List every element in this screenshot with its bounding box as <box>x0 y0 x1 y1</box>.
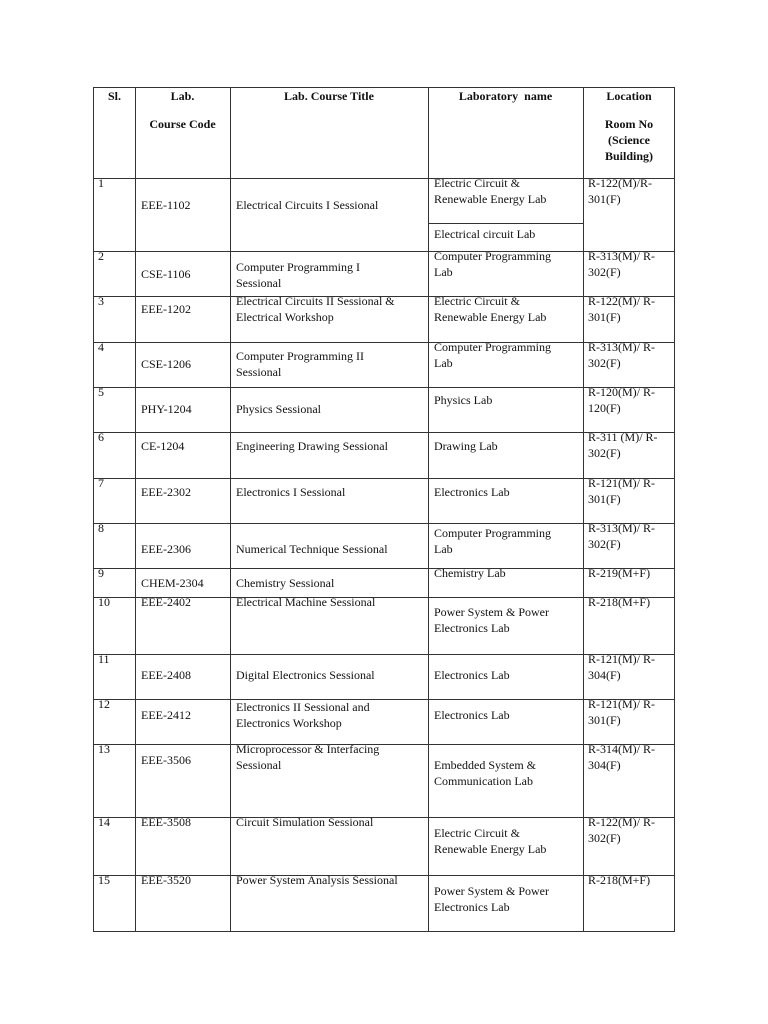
row-laboratory-name: Electric Circuit & <box>434 294 520 308</box>
row-course-title: Chemistry Sessional <box>236 576 335 590</box>
row-course-code: EEE-1102 <box>141 198 191 212</box>
row-laboratory-name: Chemistry Lab <box>434 566 506 580</box>
row-room: 120(F) <box>588 401 621 415</box>
row-laboratory-name: Lab <box>434 265 453 279</box>
row-laboratory-name: Computer Programming <box>434 249 551 263</box>
row-divider <box>94 568 674 569</box>
row-divider <box>94 699 674 700</box>
row-laboratory-name: Renewable Energy Lab <box>434 192 547 206</box>
row-room: R-120(M)/ R- <box>588 385 655 399</box>
row-sl: 6 <box>98 430 104 444</box>
row-laboratory-name: Drawing Lab <box>434 439 498 453</box>
row-room: R-122(M)/ R- <box>588 815 655 829</box>
lab-sub-divider <box>428 223 583 224</box>
row-course-title: Sessional <box>236 276 282 290</box>
row-sl: 9 <box>98 566 104 580</box>
row-laboratory-name: Embedded System & <box>434 758 536 772</box>
row-course-title: Engineering Drawing Sessional <box>236 439 388 453</box>
row-sl: 14 <box>98 815 110 829</box>
row-course-title: Electrical Circuits II Sessional & <box>236 294 395 308</box>
row-divider <box>94 342 674 343</box>
header-science: (Science <box>608 133 650 147</box>
row-sl: 10 <box>98 595 110 609</box>
row-sl: 2 <box>98 249 104 263</box>
row-course-title: Circuit Simulation Sessional <box>236 815 374 829</box>
row-laboratory-name: Renewable Energy Lab <box>434 842 547 856</box>
row-room: 304(F) <box>588 758 621 772</box>
row-laboratory-name: Communication Lab <box>434 774 533 788</box>
row-course-code: EEE-2408 <box>141 668 191 682</box>
row-laboratory-name-alt: Electrical circuit Lab <box>434 227 536 241</box>
column-divider <box>428 88 429 931</box>
row-divider <box>94 478 674 479</box>
row-course-title: Computer Programming I <box>236 260 360 274</box>
row-room: R-314(M)/ R- <box>588 742 655 756</box>
row-laboratory-name: Lab <box>434 542 453 556</box>
row-room: 301(F) <box>588 192 621 206</box>
row-room: R-122(M)/R- <box>588 176 652 190</box>
row-laboratory-name: Electronics Lab <box>434 900 510 914</box>
row-course-title: Power System Analysis Sessional <box>236 873 398 887</box>
row-laboratory-name: Electronics Lab <box>434 621 510 635</box>
header-course-code: Course Code <box>149 117 216 131</box>
row-room: 302(F) <box>588 537 621 551</box>
row-room: R-313(M)/ R- <box>588 249 655 263</box>
header-lab: Lab. <box>170 89 195 103</box>
header-sl: Sl. <box>107 89 121 103</box>
header-laboratory-name: Laboratory name <box>458 89 553 103</box>
row-course-title: Sessional <box>236 365 282 379</box>
row-course-code: CSE-1106 <box>141 267 191 281</box>
row-room: R-313(M)/ R- <box>588 521 655 535</box>
row-sl: 5 <box>98 385 104 399</box>
row-sl: 15 <box>98 873 110 887</box>
row-laboratory-name: Computer Programming <box>434 526 551 540</box>
row-sl: 1 <box>98 176 104 190</box>
row-divider <box>94 432 674 433</box>
row-divider <box>94 387 674 388</box>
row-laboratory-name: Computer Programming <box>434 340 551 354</box>
row-laboratory-name: Electric Circuit & <box>434 176 520 190</box>
row-laboratory-name: Power System & Power <box>434 884 549 898</box>
row-room: R-218(M+F) <box>588 873 651 887</box>
row-course-code: EEE-3506 <box>141 753 191 767</box>
row-room: 301(F) <box>588 713 621 727</box>
row-laboratory-name: Lab <box>434 356 453 370</box>
row-sl: 12 <box>98 697 110 711</box>
row-course-title: Electrical Workshop <box>236 310 334 324</box>
row-course-code: EEE-2306 <box>141 542 191 556</box>
row-laboratory-name: Renewable Energy Lab <box>434 310 547 324</box>
row-room: 301(F) <box>588 492 621 506</box>
row-room: 302(F) <box>588 446 621 460</box>
row-sl: 13 <box>98 742 110 756</box>
row-course-code: CE-1204 <box>141 439 185 453</box>
row-course-code: EEE-2302 <box>141 485 191 499</box>
row-course-code: PHY-1204 <box>141 402 192 416</box>
row-course-code: CHEM-2304 <box>141 576 204 590</box>
row-course-code: EEE-3508 <box>141 815 191 829</box>
row-room: R-121(M)/ R- <box>588 652 655 666</box>
row-laboratory-name: Electronics Lab <box>434 668 510 682</box>
row-sl: 3 <box>98 294 104 308</box>
row-laboratory-name: Electronics Lab <box>434 708 510 722</box>
row-divider <box>94 178 674 179</box>
row-course-title: Electrical Machine Sessional <box>236 595 376 609</box>
row-course-code: EEE-2402 <box>141 595 191 609</box>
column-divider <box>230 88 231 931</box>
header-building: Building) <box>604 149 654 163</box>
row-course-title: Microprocessor & Interfacing <box>236 742 380 756</box>
header-room-no: Room No <box>604 117 654 131</box>
row-course-code: EEE-1202 <box>141 302 191 316</box>
row-laboratory-name: Electric Circuit & <box>434 826 520 840</box>
row-sl: 7 <box>98 476 104 490</box>
row-laboratory-name: Power System & Power <box>434 605 549 619</box>
row-divider <box>94 523 674 524</box>
row-room: R-313(M)/ R- <box>588 340 655 354</box>
row-course-title: Physics Sessional <box>236 402 322 416</box>
header-location: Location <box>606 89 652 103</box>
row-room: R-218(M+F) <box>588 595 651 609</box>
row-course-title: Computer Programming II <box>236 349 364 363</box>
row-course-title: Digital Electronics Sessional <box>236 668 375 682</box>
row-room: R-122(M)/ R- <box>588 294 655 308</box>
column-divider <box>135 88 136 931</box>
row-laboratory-name: Electronics Lab <box>434 485 510 499</box>
row-sl: 4 <box>98 340 104 354</box>
row-laboratory-name: Physics Lab <box>434 393 493 407</box>
row-sl: 11 <box>98 652 110 666</box>
row-course-title: Electronics II Sessional and <box>236 700 370 714</box>
row-room: R-219(M+F) <box>588 566 651 580</box>
row-room: 302(F) <box>588 831 621 845</box>
row-course-code: EEE-3520 <box>141 873 191 887</box>
row-course-title: Electronics I Sessional <box>236 485 346 499</box>
row-room: R-121(M)/ R- <box>588 697 655 711</box>
row-course-code: CSE-1206 <box>141 357 192 371</box>
lab-schedule-table <box>93 87 675 932</box>
row-room: R-121(M)/ R- <box>588 476 655 490</box>
row-room: 302(F) <box>588 356 621 370</box>
row-course-title: Electrical Circuits I Sessional <box>236 198 379 212</box>
row-divider <box>94 251 674 252</box>
row-course-title: Sessional <box>236 758 282 772</box>
row-course-code: EEE-2412 <box>141 708 191 722</box>
row-course-title: Electronics Workshop <box>236 716 342 730</box>
row-course-title: Numerical Technique Sessional <box>236 542 388 556</box>
header-course-title: Lab. Course Title <box>284 89 374 103</box>
column-divider <box>583 88 584 931</box>
row-room: 301(F) <box>588 310 621 324</box>
row-sl: 8 <box>98 521 104 535</box>
row-divider <box>94 744 674 745</box>
row-room: R-311 (M)/ R- <box>588 430 658 444</box>
row-room: 304(F) <box>588 668 621 682</box>
row-divider <box>94 654 674 655</box>
row-room: 302(F) <box>588 265 621 279</box>
